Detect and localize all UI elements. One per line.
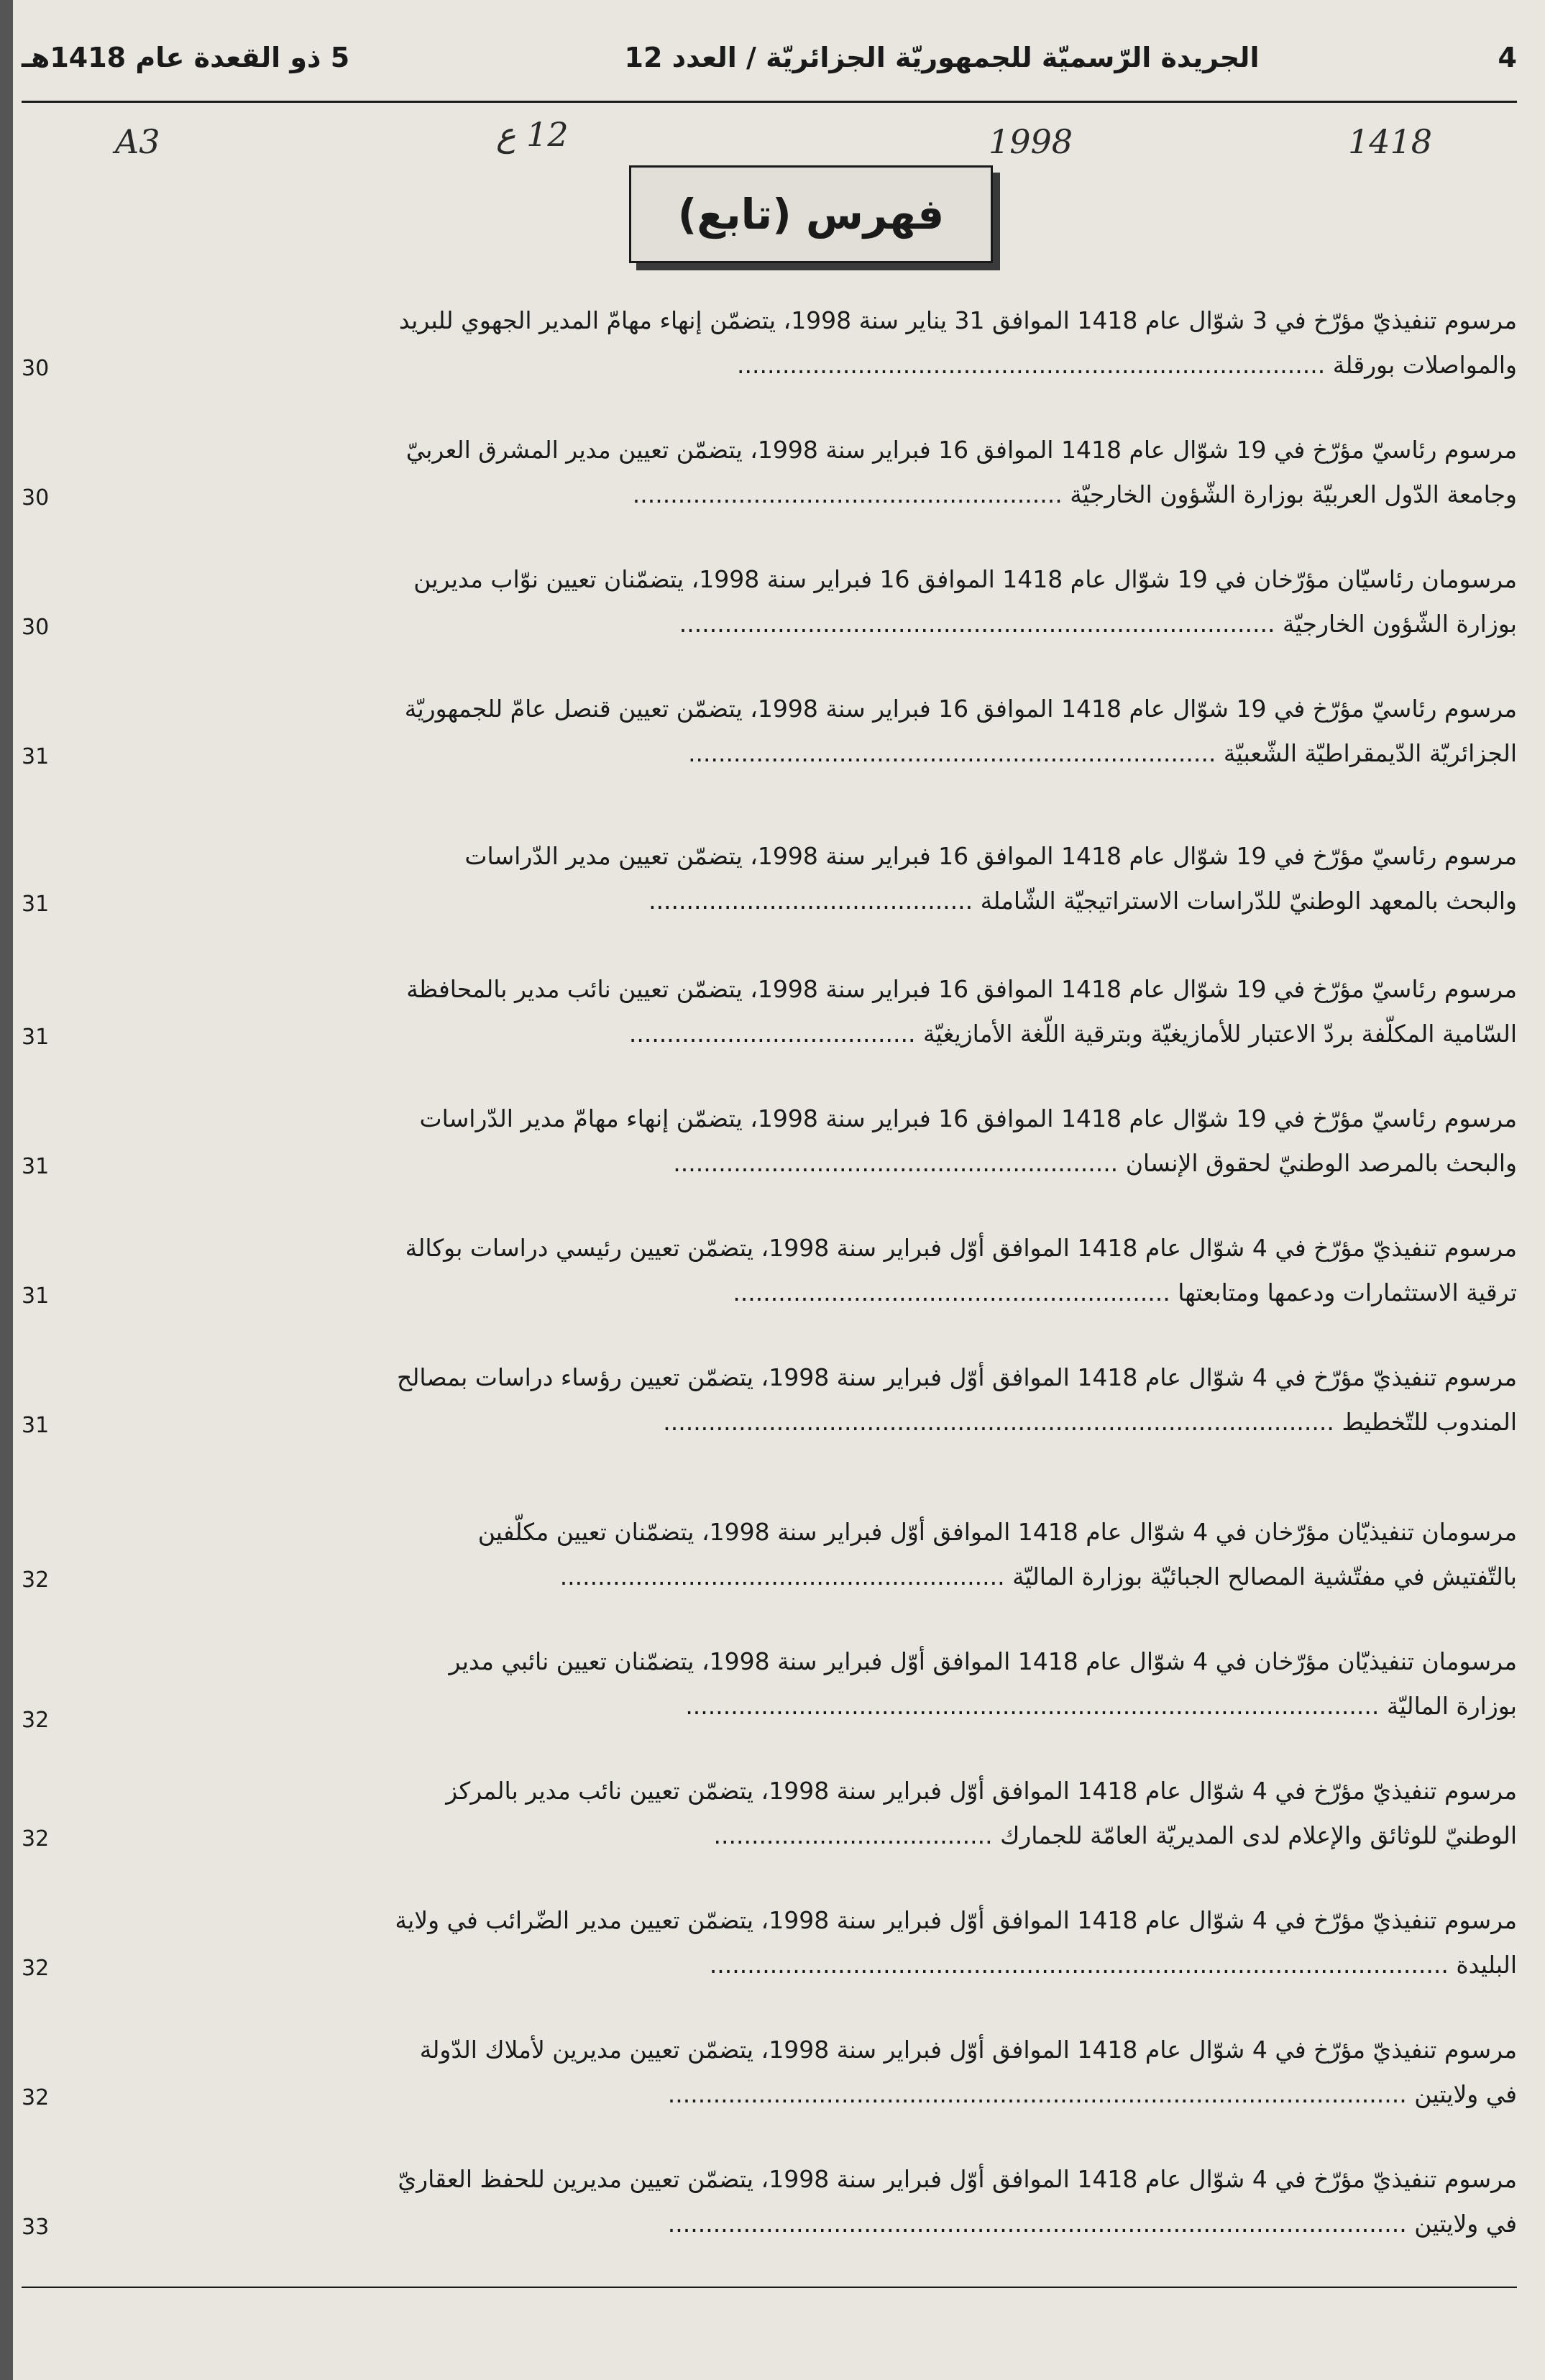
entry-page-number: 30 bbox=[22, 356, 50, 381]
entry-page-number: 32 bbox=[22, 1567, 50, 1593]
page-binding-edge bbox=[0, 0, 13, 2380]
entry-page-number: 31 bbox=[22, 1025, 50, 1050]
entry-page-number: 31 bbox=[22, 1413, 50, 1438]
entry-page-number: 30 bbox=[22, 615, 50, 640]
handwritten-note-hijri: 1418 bbox=[1348, 122, 1433, 161]
entry-page-number: 31 bbox=[22, 744, 50, 769]
footer-rule bbox=[22, 2287, 1517, 2288]
section-title: فهرس (تابع) bbox=[629, 165, 993, 263]
entry-page-number: 32 bbox=[22, 1956, 50, 1981]
entry-page-number: 33 bbox=[22, 2215, 50, 2240]
entry-page-number: 31 bbox=[22, 1154, 50, 1179]
entry-page-number: 32 bbox=[22, 2085, 50, 2110]
entry-page-number: 31 bbox=[22, 892, 50, 917]
entry-page-number: 31 bbox=[22, 1283, 50, 1309]
header-rule bbox=[22, 101, 1517, 103]
handwritten-note-a3: A3 bbox=[115, 122, 160, 161]
handwritten-note-year: 1998 bbox=[989, 122, 1073, 161]
entry-page-number: 32 bbox=[22, 1708, 50, 1733]
page-header bbox=[22, 42, 1517, 92]
journal-title: الجريدة الرّسميّة للجمهوريّة الجزائريّة / العدد 12 bbox=[624, 42, 1260, 73]
handwritten-note-issue: 12 ع bbox=[496, 115, 569, 154]
entry-page-number: 32 bbox=[22, 1826, 50, 1852]
issue-date: 5 ذو القعدة عام 1418هـ bbox=[22, 42, 350, 73]
page-number: 4 bbox=[1498, 42, 1517, 73]
entry-page-number: 30 bbox=[22, 485, 50, 511]
